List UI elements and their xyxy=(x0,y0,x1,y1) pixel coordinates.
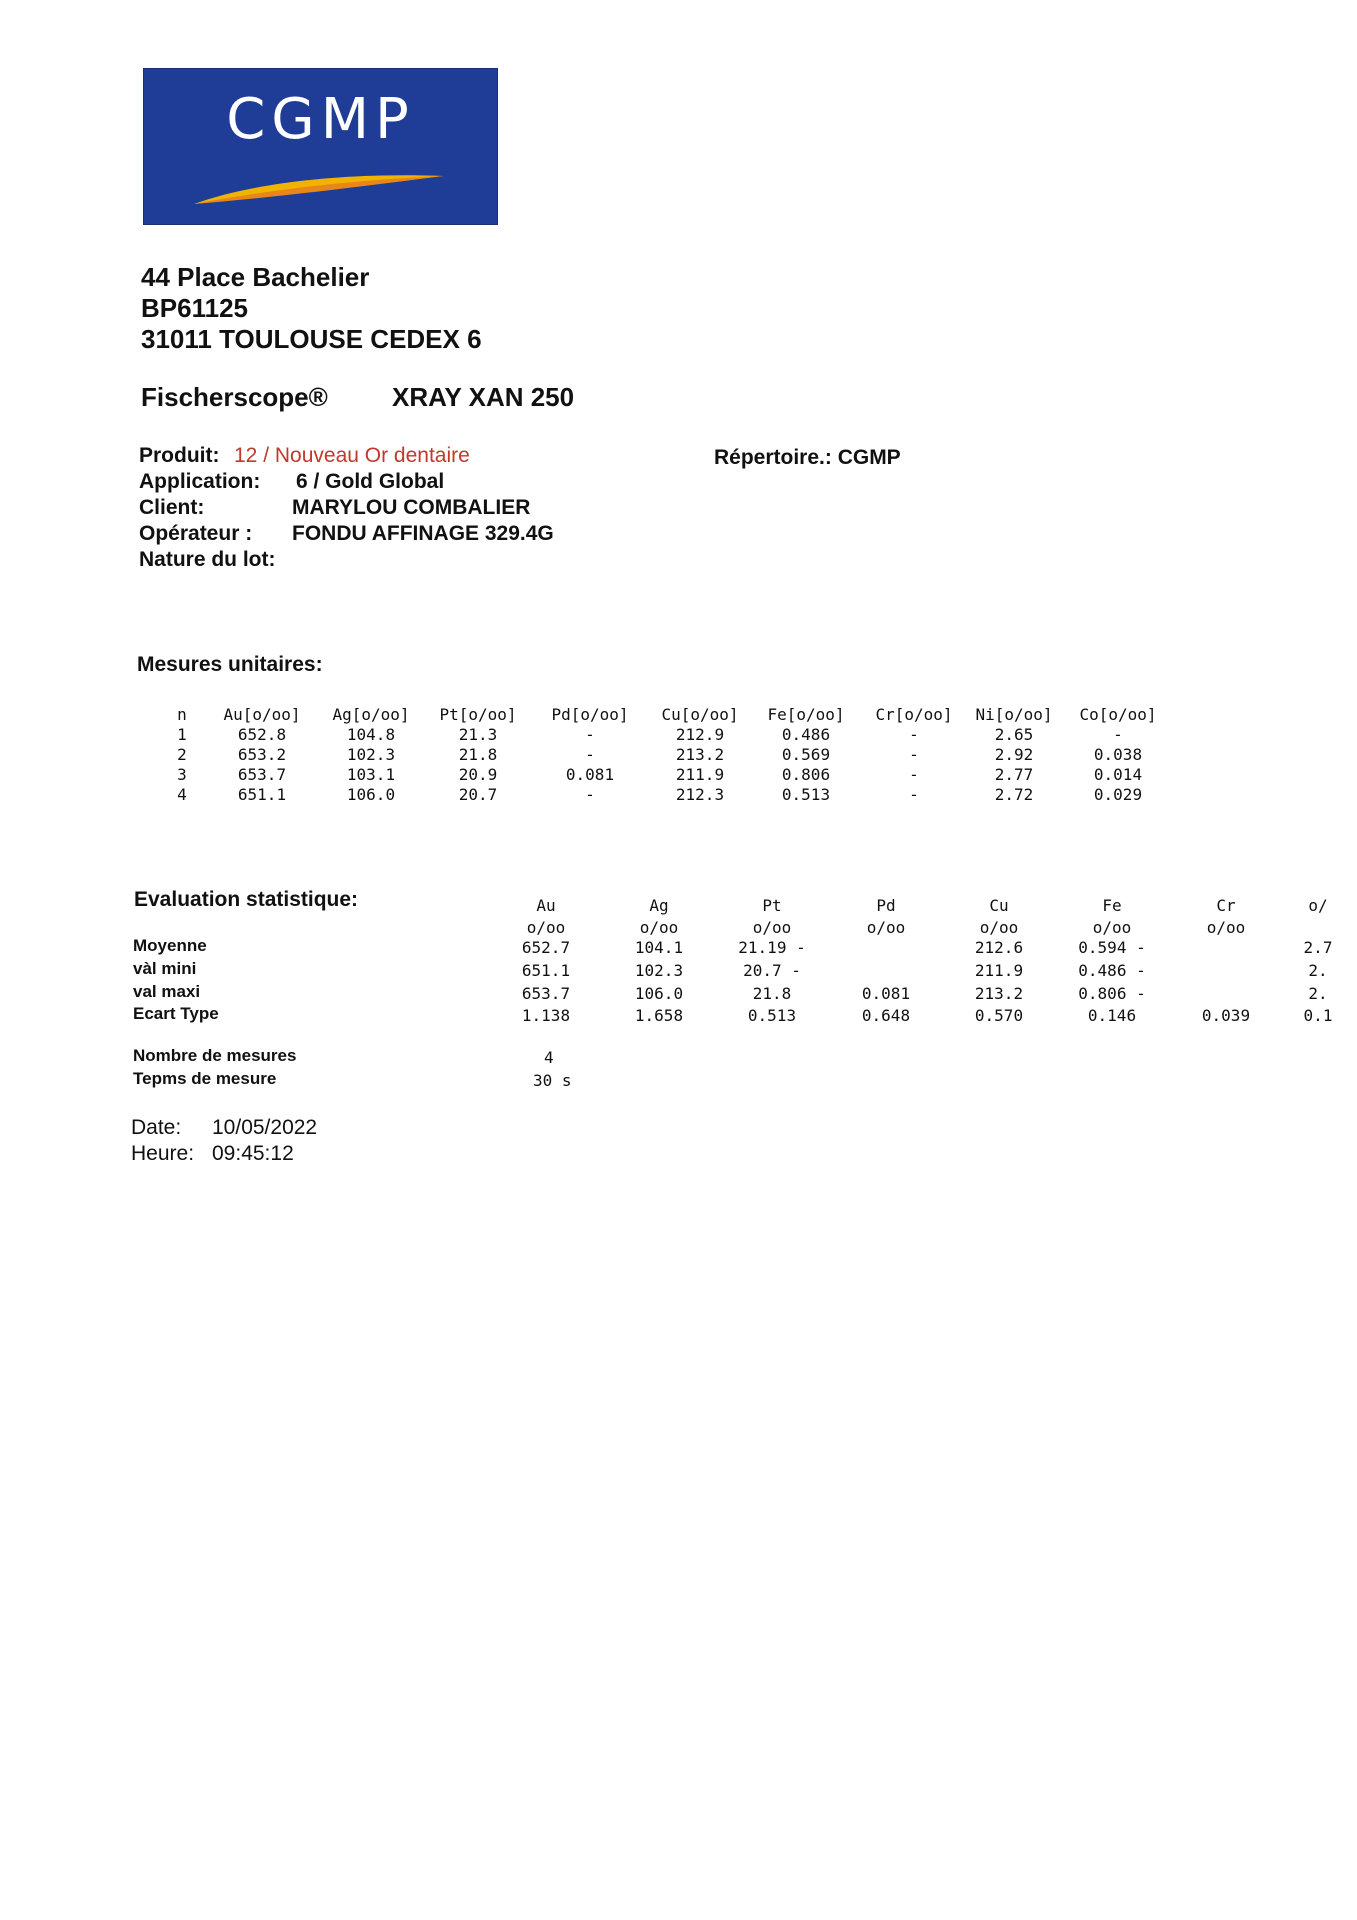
stats-cell: 2. xyxy=(1308,984,1328,1003)
mesures-cell: 0.029 xyxy=(1093,785,1143,804)
stats-cell: 0.806 - xyxy=(1078,984,1146,1003)
mesures-cell: 0.513 xyxy=(781,785,831,804)
mesures-header-cell: Fe[o/oo] xyxy=(767,705,845,724)
stats-element-header: Pt xyxy=(762,896,782,915)
mesures-cell: - xyxy=(909,765,919,784)
mesures-cell: 212.9 xyxy=(675,725,725,744)
stats-cell: 106.0 xyxy=(634,984,684,1003)
mesures-cell: 653.7 xyxy=(237,765,287,784)
stats-row-label: Ecart Type xyxy=(133,1004,219,1023)
mesures-header-cell: Pt[o/oo] xyxy=(439,705,517,724)
stats-cell: 0.594 - xyxy=(1078,938,1146,957)
repertoire: Répertoire.: CGMP xyxy=(714,446,901,469)
operateur-value: FONDU AFFINAGE 329.4G xyxy=(292,522,554,545)
nombre-label: Nombre de mesures xyxy=(133,1046,297,1065)
date-label: Date: xyxy=(131,1116,182,1139)
stats-element-header: Fe xyxy=(1102,896,1122,915)
mesures-cell: 651.1 xyxy=(237,785,287,804)
mesures-header-cell: Au[o/oo] xyxy=(223,705,301,724)
stats-cell: 21.8 xyxy=(752,984,792,1003)
stats-element-header: Au xyxy=(536,896,556,915)
mesures-cell: 0.081 xyxy=(565,765,615,784)
mesures-cell: 2 xyxy=(177,745,187,764)
stats-cell: 0.570 xyxy=(974,1006,1024,1025)
heure-label: Heure: xyxy=(131,1142,195,1165)
mesures-cell: 102.3 xyxy=(346,745,396,764)
stats-unit-header: o/oo xyxy=(639,918,679,937)
client-label: Client: xyxy=(139,496,205,519)
stats-cell: 2. xyxy=(1308,961,1328,980)
mesures-cell: 106.0 xyxy=(346,785,396,804)
address-line-2: BP61125 xyxy=(141,293,248,323)
produit-value: 12 / Nouveau Or dentaire xyxy=(234,444,470,467)
stats-cell: 651.1 xyxy=(521,961,571,980)
operateur-label: Opérateur : xyxy=(139,522,253,545)
stats-unit-header: o/oo xyxy=(979,918,1019,937)
mesures-title: Mesures unitaires: xyxy=(137,653,323,676)
mesures-header-cell: Co[o/oo] xyxy=(1079,705,1157,724)
mesures-cell: 0.038 xyxy=(1093,745,1143,764)
mesures-cell: - xyxy=(585,745,595,764)
stats-cell: 652.7 xyxy=(521,938,571,957)
mesures-cell: 0.486 xyxy=(781,725,831,744)
mesures-cell: 213.2 xyxy=(675,745,725,764)
nature-label: Nature du lot: xyxy=(139,548,276,571)
mesures-cell: 20.9 xyxy=(458,765,498,784)
client-value: MARYLOU COMBALIER xyxy=(292,496,531,519)
address-line-1: 44 Place Bachelier xyxy=(141,262,370,292)
instrument-model: XRAY XAN 250 xyxy=(392,382,575,412)
date-value: 10/05/2022 xyxy=(212,1116,318,1139)
stats-cell: 20.7 - xyxy=(743,961,801,980)
mesures-cell: - xyxy=(909,745,919,764)
mesures-cell: 21.3 xyxy=(458,725,498,744)
stats-element-header: o/ xyxy=(1308,896,1328,915)
stats-cell: 102.3 xyxy=(634,961,684,980)
stats-element-header: Cr xyxy=(1216,896,1236,915)
stats-cell: 1.658 xyxy=(634,1006,684,1025)
stats-cell: 211.9 xyxy=(974,961,1024,980)
mesures-header-cell: Ni[o/oo] xyxy=(975,705,1053,724)
produit-label: Produit: xyxy=(139,444,220,467)
stats-cell: 0.081 xyxy=(861,984,911,1003)
instrument-name: Fischerscope® xyxy=(141,382,328,412)
stats-title: Evaluation statistique: xyxy=(134,888,359,911)
stats-row-label: Moyenne xyxy=(133,936,207,955)
application-label: Application: xyxy=(139,470,261,493)
mesures-cell: 1 xyxy=(177,725,187,744)
mesures-cell: 2.72 xyxy=(994,785,1034,804)
mesures-cell: 211.9 xyxy=(675,765,725,784)
mesures-cell: - xyxy=(585,785,595,804)
stats-cell: 21.19 - xyxy=(738,938,806,957)
mesures-cell: - xyxy=(585,725,595,744)
mesures-header-cell: n xyxy=(177,705,187,724)
mesures-cell: 2.92 xyxy=(994,745,1034,764)
stats-cell: 0.648 xyxy=(861,1006,911,1025)
mesures-cell: 3 xyxy=(177,765,187,784)
mesures-cell: 2.77 xyxy=(994,765,1034,784)
temps-value: 30 s xyxy=(533,1071,572,1090)
mesures-cell: 212.3 xyxy=(675,785,725,804)
stats-cell: 2.7 xyxy=(1303,938,1333,957)
mesures-cell: 104.8 xyxy=(346,725,396,744)
mesures-cell: 0.806 xyxy=(781,765,831,784)
mesures-cell: 652.8 xyxy=(237,725,287,744)
mesures-header-cell: Pd[o/oo] xyxy=(551,705,629,724)
mesures-cell: 653.2 xyxy=(237,745,287,764)
application-value: 6 / Gold Global xyxy=(296,470,445,493)
heure-value: 09:45:12 xyxy=(212,1142,294,1165)
mesures-cell: - xyxy=(1113,725,1123,744)
stats-cell: 0.039 xyxy=(1201,1006,1251,1025)
stats-unit-header: o/oo xyxy=(752,918,792,937)
mesures-cell: - xyxy=(909,725,919,744)
stats-cell: 104.1 xyxy=(634,938,684,957)
mesures-header-cell: Ag[o/oo] xyxy=(332,705,410,724)
temps-label: Tepms de mesure xyxy=(133,1069,277,1088)
mesures-cell: 20.7 xyxy=(458,785,498,804)
stats-unit-header: o/oo xyxy=(1092,918,1132,937)
stats-cell: 0.1 xyxy=(1303,1006,1333,1025)
stats-element-header: Ag xyxy=(649,896,669,915)
stats-unit-header: o/oo xyxy=(866,918,906,937)
stats-cell: 212.6 xyxy=(974,938,1024,957)
logo-text: CGMP xyxy=(226,87,415,152)
mesures-cell: 0.014 xyxy=(1093,765,1143,784)
stats-row-label: val maxi xyxy=(133,982,201,1001)
mesures-cell: - xyxy=(909,785,919,804)
mesures-cell: 0.569 xyxy=(781,745,831,764)
mesures-cell: 21.8 xyxy=(458,745,498,764)
mesures-cell: 2.65 xyxy=(994,725,1034,744)
mesures-header-cell: Cu[o/oo] xyxy=(661,705,739,724)
stats-cell: 0.146 xyxy=(1087,1006,1137,1025)
address-line-3: 31011 TOULOUSE CEDEX 6 xyxy=(141,324,482,354)
stats-cell: 1.138 xyxy=(521,1006,571,1025)
stats-row-label: vàl mini xyxy=(133,959,197,978)
stats-element-header: Pd xyxy=(876,896,896,915)
company-logo xyxy=(143,68,498,225)
stats-cell: 0.486 - xyxy=(1078,961,1146,980)
mesures-cell: 103.1 xyxy=(346,765,396,784)
nombre-value: 4 xyxy=(544,1048,554,1067)
stats-cell: 0.513 xyxy=(747,1006,797,1025)
stats-element-header: Cu xyxy=(989,896,1009,915)
stats-unit-header: o/oo xyxy=(526,918,566,937)
logo-swoosh-icon xyxy=(189,164,449,209)
mesures-cell: 4 xyxy=(177,785,187,804)
stats-unit-header: o/oo xyxy=(1206,918,1246,937)
stats-cell: 213.2 xyxy=(974,984,1024,1003)
mesures-header-cell: Cr[o/oo] xyxy=(875,705,953,724)
stats-cell: 653.7 xyxy=(521,984,571,1003)
